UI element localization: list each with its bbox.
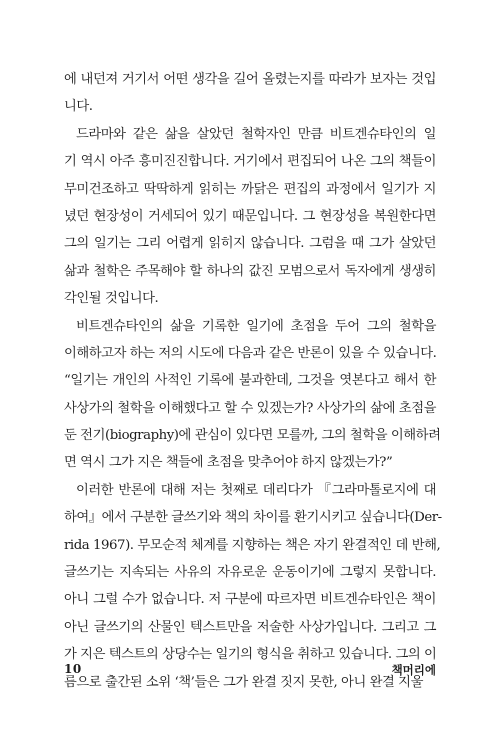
text-line: 아니 그럴 수가 없습니다. 저 구분에 따르자면 비트겐슈타인은 책이 <box>64 592 436 608</box>
text-line: 삶과 철학은 주목해야 할 하나의 값진 모범으로서 독자에게 생생히 <box>64 263 436 279</box>
page-footer <box>64 662 436 682</box>
text-line: 글쓰기는 지속되는 사유의 자유로운 운동이기에 그렇지 못합니다. <box>64 565 436 581</box>
text-line: 무미건조하고 딱딱하게 읽히는 까닭은 편집의 과정에서 일기가 지 <box>64 181 436 197</box>
text-line: 하여』에서 구분한 글쓰기와 책의 차이를 환기시키고 싶습니다(Der- <box>64 510 442 526</box>
text-line: 름으로 출간된 소위 ‘책’들은 그가 완결 짓지 못한, 아니 완결 지울 <box>64 674 423 690</box>
text-line: 비트겐슈타인의 삶을 기록한 일기에 초점을 두어 그의 철학을 <box>76 318 436 334</box>
text-line: 이러한 반론에 대해 저는 첫째로 데리다가 『그라마톨로지에 대 <box>76 482 436 498</box>
page-number: 10 <box>64 662 82 676</box>
text-line: 에 내던져 거기서 어떤 생각을 길어 올렸는지를 따라가 보자는 것입 <box>64 72 436 87</box>
text-line: 아닌 글쓰기의 산물인 텍스트만을 저술한 사상가입니다. 그리고 그 <box>64 619 436 635</box>
body-text <box>64 66 442 696</box>
text-line: 그의 일기는 그리 어렵게 읽히지 않습니다. 그럼을 때 그가 살았던 <box>64 236 436 252</box>
text-line: “일기는 개인의 사적인 기록에 불과한데, 그것을 엿본다고 해서 한 <box>64 373 436 389</box>
text-line: 사상가의 철학을 이해했다고 할 수 있겠는가? 사상가의 삶에 초점을 <box>64 400 436 416</box>
text-line: 이해하고자 하는 저의 시도에 다음과 같은 반론이 있을 수 있습니다. <box>64 345 437 361</box>
text-line: 각인될 것입니다. <box>64 291 159 307</box>
text-line: 드라마와 같은 삶을 살았던 철학자인 만큼 비트겐슈타인의 일 <box>76 126 436 142</box>
text-line: 니다. <box>64 99 93 115</box>
text-line: rida 1967). 무모순적 체계를 지향하는 책은 자기 완결적인 데 반해, <box>64 537 441 553</box>
text-line: 면 역시 그가 지은 책들에 초점을 맞추어야 하지 않겠는가?” <box>64 455 393 471</box>
text-line: 녔던 현장성이 거세되어 있기 때문입니다. 그 현장성을 복원한다면 <box>64 208 436 224</box>
text-line: 기 역시 아주 흥미진진합니다. 거기에서 편집되어 나온 그의 책들이 <box>64 154 436 170</box>
running-title: 책머리에 <box>391 663 436 677</box>
text-line: 둔 전기(biography)에 관심이 있다면 모를까, 그의 철학을 이해하려 <box>64 428 441 444</box>
text-line: 가 지은 텍스트의 상당수는 일기의 형식을 취하고 있습니다. 그의 이 <box>64 647 437 663</box>
